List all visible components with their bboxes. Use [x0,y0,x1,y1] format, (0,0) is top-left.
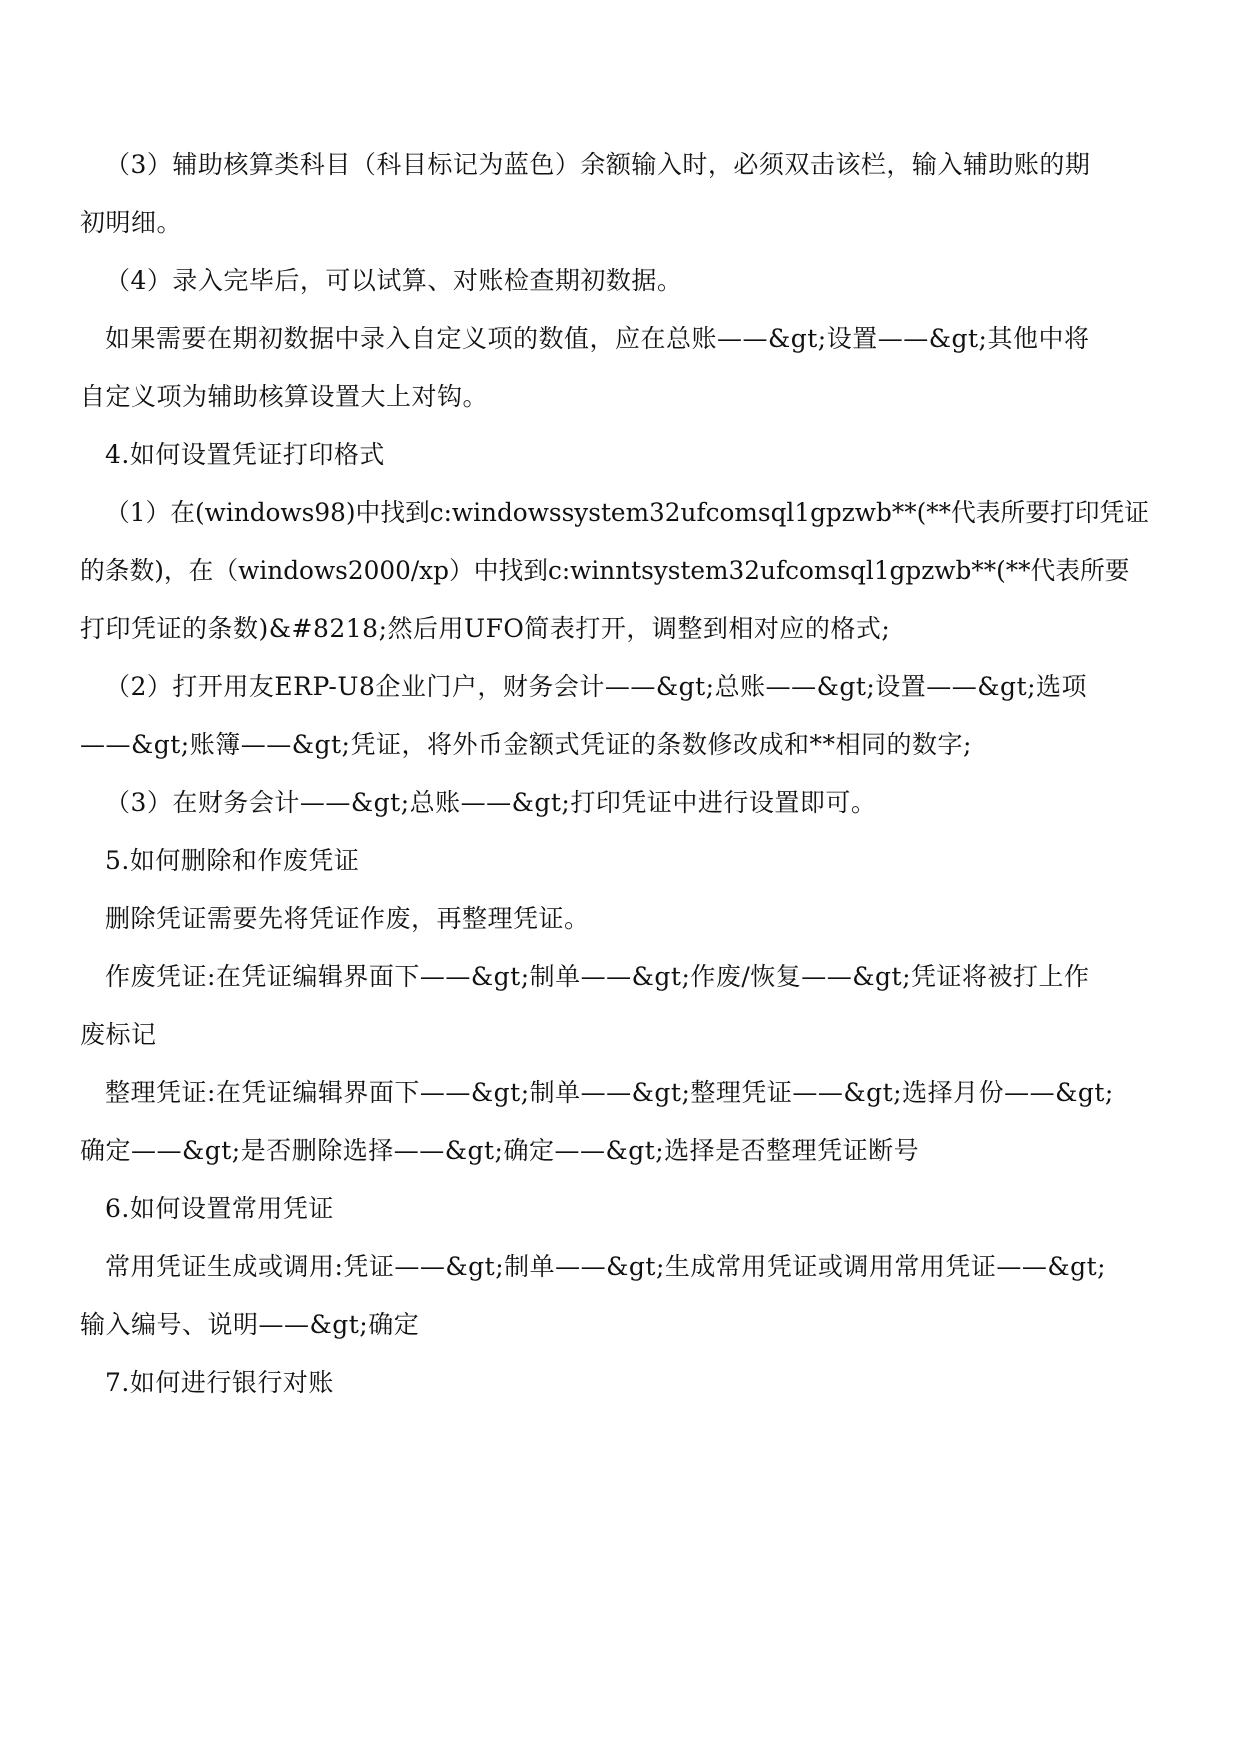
section-heading: 4.如何设置凭证打印格式 [105,440,385,469]
paragraph-line: 废标记 [80,1020,157,1049]
paragraph-line: 初明细。 [80,208,183,237]
paragraph-line: ——&gt;账簿——&gt;凭证，将外币金额式凭证的条数修改成和**相同的数字; [80,730,972,759]
paragraph-line: 打印凭证的条数)&#8218;然后用UFO简表打开，调整到相对应的格式; [80,614,891,643]
section-heading: 6.如何设置常用凭证 [105,1194,334,1223]
paragraph-line: （2）打开用友ERP-U8企业门户，财务会计——&gt;总账——&gt;设置——&gt;选项 [105,672,1088,701]
paragraph-line: 如果需要在期初数据中录入自定义项的数值，应在总账——&gt;设置——&gt;其他中将 [105,324,1090,353]
paragraph-line: 自定义项为辅助核算设置大上对钩。 [80,382,489,411]
paragraph-line: 确定——&gt;是否删除选择——&gt;确定——&gt;选择是否整理凭证断号 [80,1136,920,1165]
paragraph-line: 常用凭证生成或调用:凭证——&gt;制单——&gt;生成常用凭证或调用常用凭证——&gt; [105,1252,1107,1281]
paragraph-line: 删除凭证需要先将凭证作废，再整理凭证。 [105,904,590,933]
section-heading: 5.如何删除和作废凭证 [105,846,360,875]
paragraph-line: （1）在(windows98)中找到c:windowssystem32ufcomsql1gpzwb**(**代表所要打印凭证 [105,498,1149,527]
paragraph-line: 整理凭证:在凭证编辑界面下——&gt;制单——&gt;整理凭证——&gt;选择月份——&gt; [105,1078,1114,1107]
paragraph-line: （3）辅助核算类科目（科目标记为蓝色）余额输入时，必须双击该栏，输入辅助账的期 [105,150,1091,179]
paragraph-line: 的条数)，在（windows2000/xp）中找到c:winntsystem32ufcomsql1gpzwb**(**代表所要 [80,556,1130,585]
section-heading: 7.如何进行银行对账 [105,1368,334,1397]
paragraph-line: （3）在财务会计——&gt;总账——&gt;打印凭证中进行设置即可。 [105,788,877,817]
paragraph-line: 作废凭证:在凭证编辑界面下——&gt;制单——&gt;作废/恢复——&gt;凭证将被打上作 [105,962,1090,991]
paragraph-line: 输入编号、说明——&gt;确定 [80,1310,420,1339]
paragraph-line: （4）录入完毕后，可以试算、对账检查期初数据。 [105,266,683,295]
